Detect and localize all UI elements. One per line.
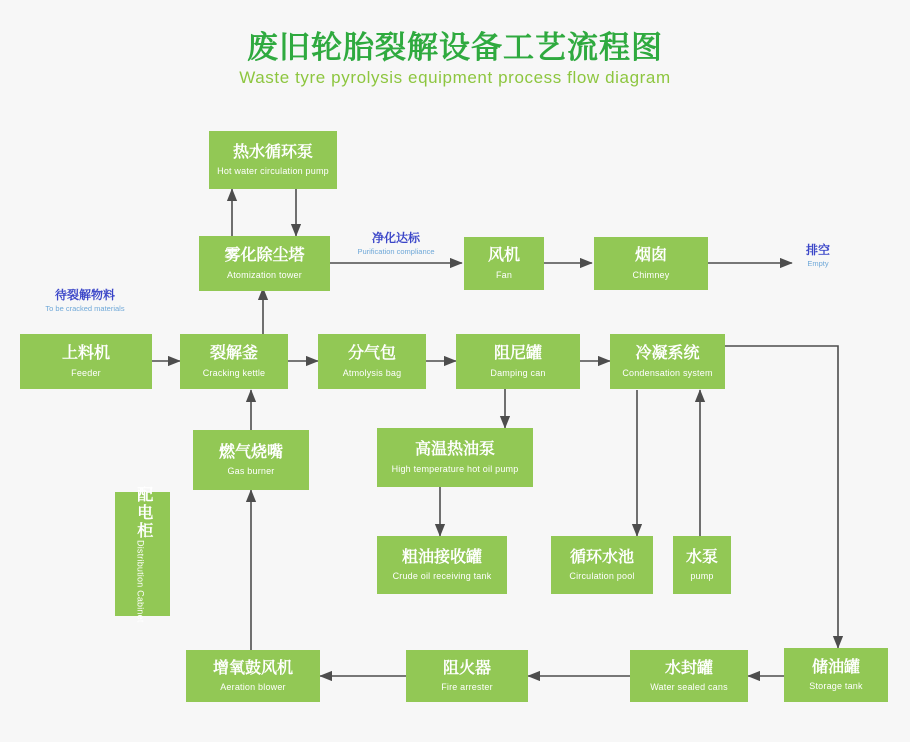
node-atmolysis-bag[interactable]: 分气包 Atmolysis bag	[318, 334, 426, 389]
node-water-pump[interactable]: 水泵 pump	[673, 536, 731, 594]
node-condensation-system[interactable]: 冷凝系统 Condensation system	[610, 334, 725, 389]
node-distribution-cabinet[interactable]: 配电柜 Distribution Cabinet	[115, 492, 170, 616]
node-storage-tank[interactable]: 储油罐 Storage tank	[784, 648, 888, 702]
node-hot-water-pump[interactable]: 热水循环泵 Hot water circulation pump	[209, 131, 337, 189]
node-water-sealed-cans[interactable]: 水封罐 Water sealed cans	[630, 650, 748, 702]
node-crude-oil-tank[interactable]: 粗油接收罐 Crude oil receiving tank	[377, 536, 507, 594]
annotation-to-be-cracked-materials: 待裂解物料 To be cracked materials	[45, 288, 125, 314]
annotation-purification-compliance: 净化达标 Purification compliance	[357, 231, 435, 257]
node-chimney[interactable]: 烟囱 Chimney	[594, 237, 708, 290]
node-gas-burner[interactable]: 燃气烧嘴 Gas burner	[193, 430, 309, 490]
node-fire-arrester[interactable]: 阻火器 Fire arrester	[406, 650, 528, 702]
node-cracking-kettle[interactable]: 裂解釜 Cracking kettle	[180, 334, 288, 389]
node-circulation-pool[interactable]: 循环水池 Circulation pool	[551, 536, 653, 594]
page-subtitle: Waste tyre pyrolysis equipment process flow diagram	[239, 68, 671, 87]
node-atomization-tower[interactable]: 雾化除尘塔 Atomization tower	[199, 236, 330, 291]
node-fan[interactable]: 风机 Fan	[464, 237, 544, 290]
annotation-empty: 排空 Empty	[805, 243, 830, 269]
node-damping-can[interactable]: 阻尼罐 Damping can	[456, 334, 580, 389]
node-feeder[interactable]: 上料机 Feeder	[20, 334, 152, 389]
node-hot-oil-pump[interactable]: 高温热油泵 High temperature hot oil pump	[377, 428, 533, 487]
page-title: 废旧轮胎裂解设备工艺流程图	[247, 30, 663, 65]
node-aeration-blower[interactable]: 增氧鼓风机 Aeration blower	[186, 650, 320, 702]
